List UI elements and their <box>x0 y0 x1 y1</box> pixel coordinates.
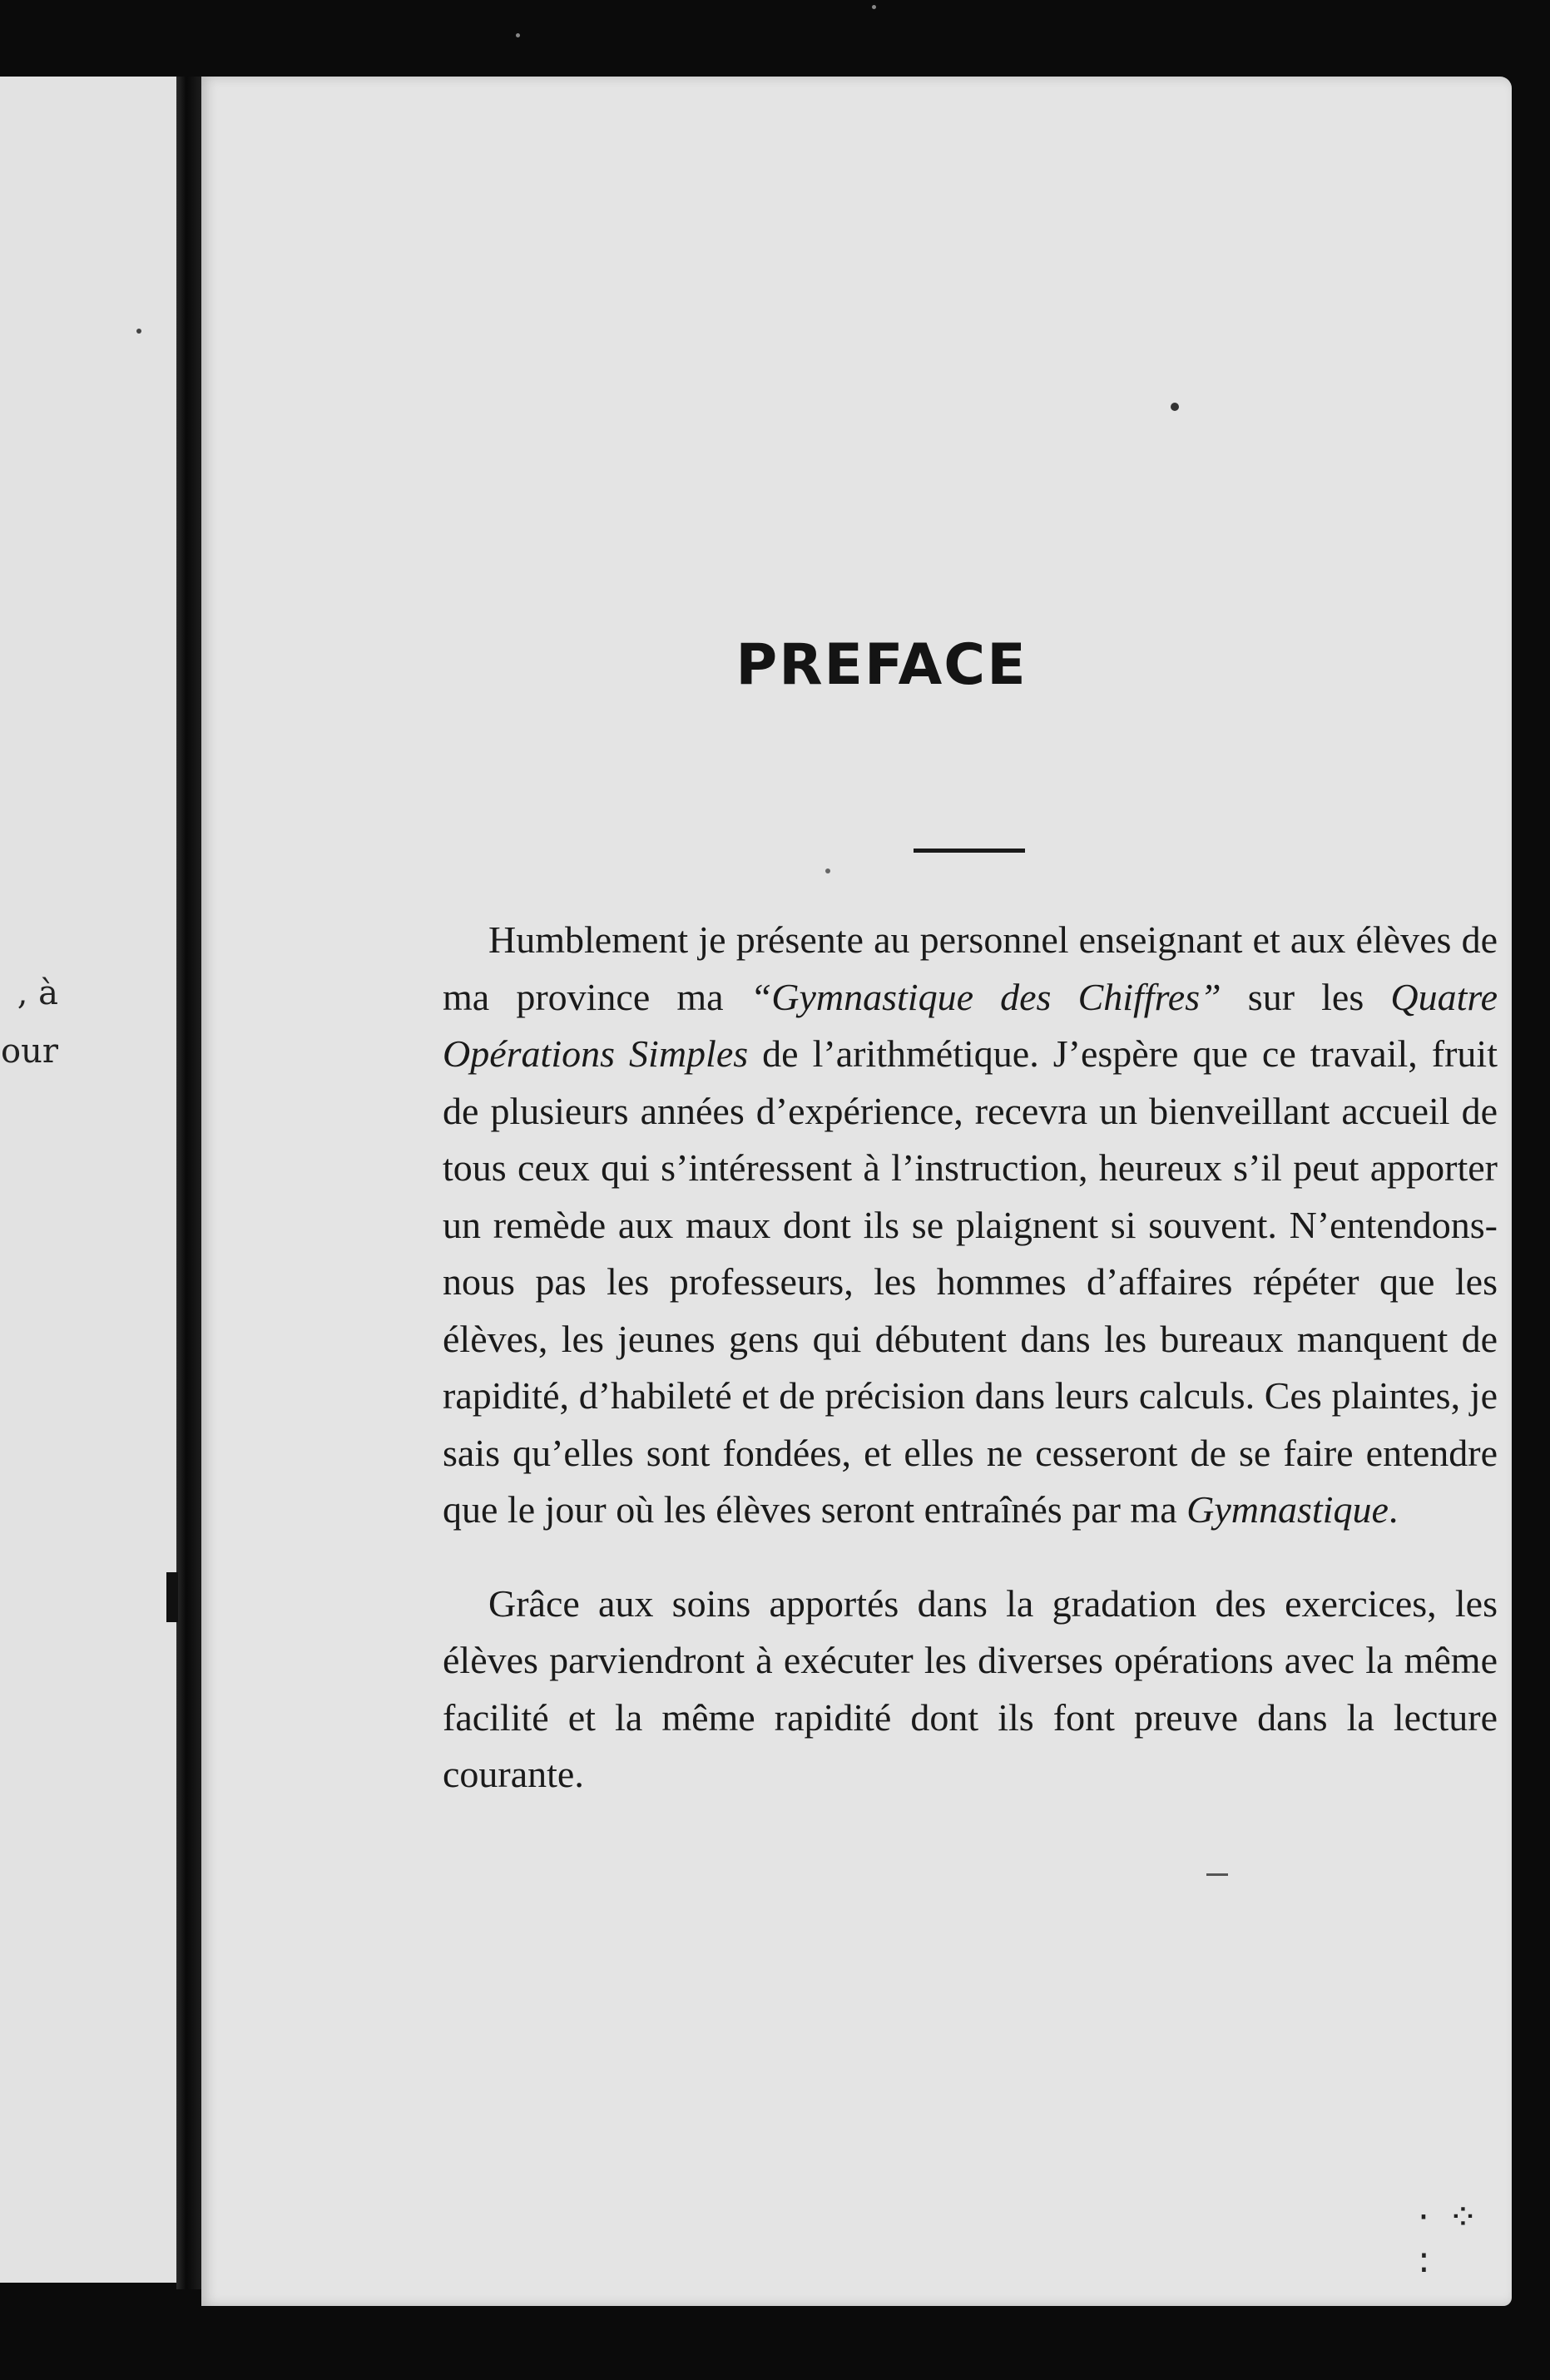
paragraph-1-text-4: . <box>1388 1488 1399 1531</box>
left-page-fragment-1: , à <box>17 974 58 1012</box>
rule-speck <box>825 868 830 873</box>
paragraph-1-text-1: Humblement je présente au personnel enseignant et aux élèves de ma province ma <box>443 918 1498 1018</box>
right-page <box>201 77 1512 2306</box>
book-gutter <box>176 77 201 2289</box>
page-speck <box>1171 403 1179 411</box>
paragraph-1-text-3: de l’arithmétique. J’espère que ce travail, fruit de plusieurs années d’expérience, recevra un bienveillant accueil de tous ceux qui s’intéressent à l’instruction, heureux s’il peut apporter un remède aux maux dont ils se plaignent si souvent. N’entendons-nous pas les professeurs, les hommes d’affaires répéter que les élèves, les jeunes gens qui débutent dans les bureaux manquent de rapidité, d’habileté et de précision dans leurs calculs. Ces plaintes, je sais qu’elles sont fondées, et elles ne cesseront de se faire entendre que le jour où les élèves seront entraînés par ma <box>443 1032 1498 1531</box>
stray-dash-mark <box>1206 1873 1228 1876</box>
paragraph-1-text-2: sur les <box>1221 975 1391 1018</box>
operations-phrase: Quatre Opérations Simples <box>443 975 1498 1075</box>
gutter-mark <box>166 1572 178 1622</box>
top-speck <box>872 5 876 9</box>
gymnastique-word: Gymnastique <box>1186 1488 1389 1531</box>
left-page-speck <box>136 329 141 334</box>
page-title: PREFACE <box>735 632 1028 698</box>
left-page-fragment-2: our <box>1 1032 58 1071</box>
preface-body <box>443 912 1498 1804</box>
paragraph-1 <box>443 912 1498 1539</box>
paragraph-2: Grâce aux soins apportés dans la gradation des exercices, les élèves parviendront à exécuter les diverses opérations avec la même facilité et la même rapidité dont ils font preuve dans la lecture courante. <box>443 1581 1498 1795</box>
title-rule <box>914 849 1025 853</box>
top-speck <box>516 33 520 37</box>
book-title-quote: “Gymnastique des Chiffres” <box>750 975 1221 1018</box>
page-ornament: · ⁘ : <box>1418 2196 1482 2281</box>
left-facing-page <box>0 77 176 2283</box>
